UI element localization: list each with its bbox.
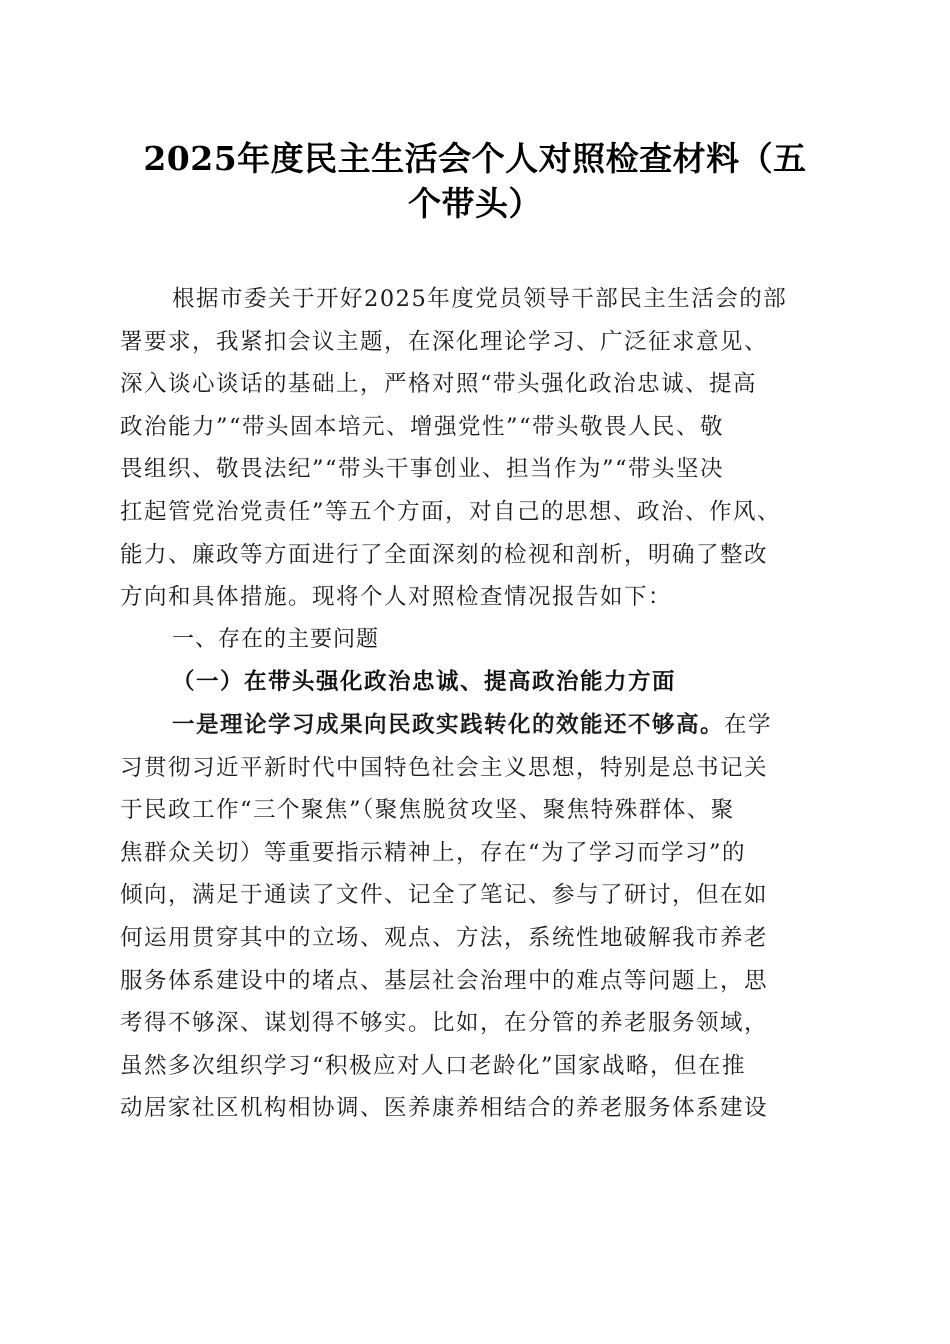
- intro-line: 扛起管党治党责任”等五个方面，对自己的思想、政治、作风、: [120, 498, 782, 525]
- point-line: 动居家社区机构相协调、医养康养相结合的养老服务体系建设: [120, 1095, 769, 1122]
- intro-line: 根据市委关于开好2025年度党员领导干部民主生活会的部: [172, 286, 788, 312]
- point-line: 习贯彻习近平新时代中国特色社会主义思想，特别是总书记关: [120, 754, 769, 781]
- intro-line: 深入谈心谈话的基础上，严格对照“带头强化政治忠诚、提高: [120, 371, 758, 398]
- point-line: 何运用贯穿其中的立场、观点、方法，系统性地破解我市养老: [120, 924, 769, 951]
- title-line-2: 个带头）: [408, 184, 542, 223]
- point-line: 于民政工作“三个聚焦”（聚焦脱贫攻坚、聚焦特殊群体、聚: [120, 797, 735, 824]
- point-line: 焦群众关切）等重要指示精神上，存在“为了学习而学习”的: [120, 839, 747, 866]
- title-line-1: 2025年度民主生活会个人对照检查材料（五: [143, 139, 807, 178]
- intro-line: 方向和具体措施。现将个人对照检查情况报告如下：: [120, 584, 673, 611]
- intro-line: 政治能力”“带头固本培元、增强党性”“带头敬畏人民、敬: [120, 413, 725, 440]
- document-title: [100, 136, 850, 226]
- point-first-line: [120, 704, 840, 747]
- point-line: 虽然多次组织学习“积极应对人口老龄化”国家战略，但在推: [120, 1052, 747, 1079]
- intro-line: 畏组织、敬畏法纪”“带头干事创业、担当作为”“带头坚决: [120, 456, 725, 483]
- point-line: 倾向，满足于通读了文件、记全了笔记、参与了研讨，但在如: [120, 882, 769, 909]
- point-line: 考得不够深、谋划得不够实。比如，在分管的养老服务领域，: [120, 1010, 769, 1037]
- subsection-heading: （一）在带头强化政治忠诚、提高政治能力方面: [172, 669, 677, 696]
- intro-line: 署要求，我紧扣会议主题，在深化理论学习、广泛征求意见、: [120, 328, 769, 355]
- point-first-line-rest: 在学: [724, 711, 773, 738]
- section-heading: 一、存在的主要问题: [172, 626, 380, 652]
- point-lead: 一是理论学习成果向民政实践转化的效能还不够高。: [172, 711, 725, 738]
- document-body: [120, 278, 840, 1130]
- point-line: 服务体系建设中的堵点、基层社会治理中的难点等问题上，思: [120, 967, 769, 994]
- intro-line: 能力、廉政等方面进行了全面深刻的检视和剖析，明确了整改: [120, 541, 769, 568]
